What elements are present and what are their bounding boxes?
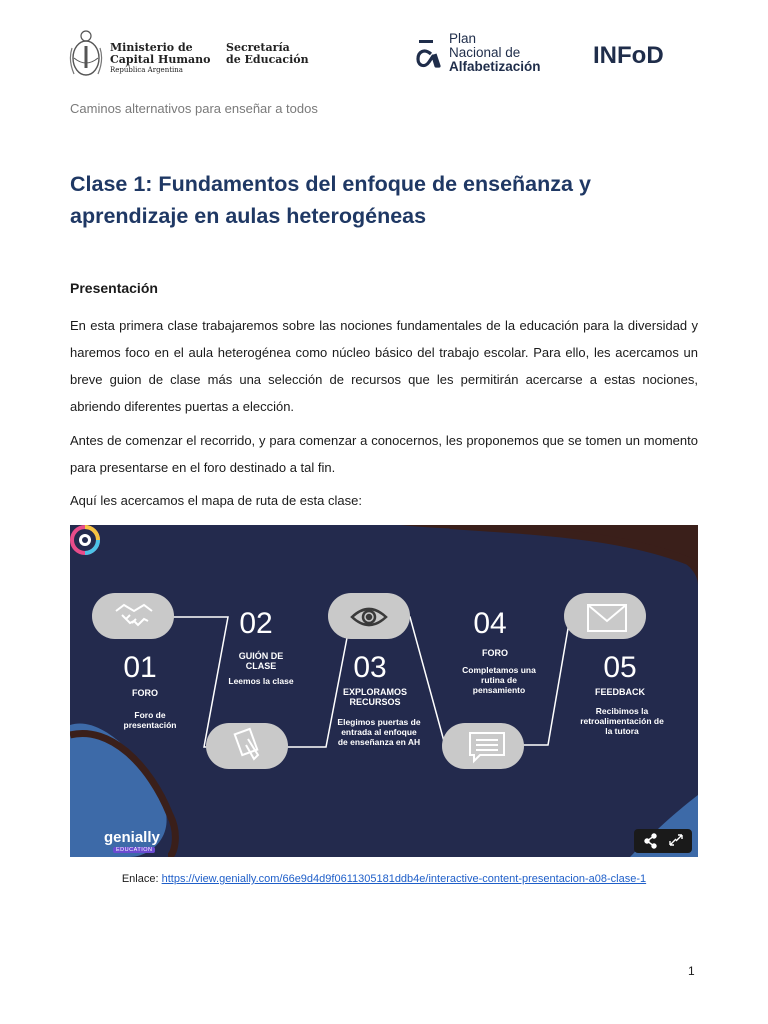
pill-step-5 — [564, 593, 646, 639]
step-2-desc: Leemos la clase — [228, 676, 294, 686]
genially-logo-icon — [70, 525, 100, 555]
step-5-label: FEEDBACK — [594, 687, 645, 697]
plan-line-2: Nacional de — [449, 45, 521, 60]
link-line — [0, 873, 768, 885]
infod-logo: INFoD — [593, 42, 664, 69]
ministry-line-1: Ministerio de — [110, 41, 193, 54]
secretaria-line-1: Secretaría — [226, 41, 290, 54]
roadmap-embed[interactable] — [70, 525, 698, 857]
alfabetizacion-alpha-icon — [416, 34, 442, 74]
step-2-label: GUIÓN DE CLASE — [238, 651, 284, 671]
step-3-label: EXPLORAMOS RECURSOS — [342, 687, 407, 707]
step-5-desc: Recibimos la retroalimentación de la tutora — [580, 706, 664, 736]
step-1-label: FORO — [132, 688, 158, 698]
argentina-coat-of-arms-icon — [68, 28, 104, 82]
section-heading: Presentación — [70, 280, 158, 296]
plan-line-1: Plan — [449, 31, 477, 46]
embed-controls — [634, 829, 692, 853]
plan-line-3: Alfabetización — [449, 59, 541, 74]
step-4-number: 04 — [473, 607, 507, 640]
link-label: Enlace: — [121, 873, 159, 885]
pill-step-1 — [92, 593, 174, 639]
paragraph-roadmap-intro: Aquí les acercamos el mapa de ruta de esta clase: — [70, 493, 362, 508]
genially-brand-sub: EDUCATION — [113, 847, 155, 853]
secretaria-logo-text — [226, 42, 309, 66]
step-1-number: 01 — [123, 651, 157, 684]
step-3-desc: Elegimos puertas de entrada al enfoque de enseñanza en AH — [337, 717, 421, 747]
step-5-number: 05 — [603, 651, 637, 684]
fullscreen-icon[interactable] — [670, 835, 682, 845]
ministry-logo-text — [110, 42, 210, 75]
plan-nacional-logo-text — [449, 32, 541, 74]
secretaria-line-2: de Educación — [226, 53, 309, 66]
page-number: 1 — [688, 964, 695, 978]
step-2-number: 02 — [239, 607, 273, 640]
ministry-line-3: República Argentina — [110, 66, 183, 74]
step-4-desc: Completamos una rutina de pensamiento — [462, 665, 536, 695]
paragraph-forum: Antes de comenzar el recorrido, y para comenzar a conocernos, les proponemos que se tomen un momento para presentarse en el foro destinado a tal fin. — [70, 433, 698, 475]
page-title: Clase 1: Fundamentos del enfoque de enseñanza y aprendizaje en aulas heterogéneas — [70, 172, 591, 228]
page-header — [68, 28, 688, 88]
ministry-line-2: Capital Humano — [110, 53, 211, 66]
paragraph-intro: En esta primera clase trabajaremos sobre las nociones fundamentales de la educación para la diversidad y haremos foco en el aula heterogénea como núcleo básico del trabajo escolar. Para ello, les acercamos un breve guion de clase más una selección de recursos que les permitirán acercarse a estas nociones, abriendo diferentes puertas a elección. — [70, 318, 698, 414]
step-1-desc: Foro de presentación — [123, 710, 177, 730]
step-4-label: FORO — [482, 648, 508, 658]
genially-link[interactable]: https://view.genially.com/66e9d4d9f0611305181ddb4e/interactive-content-presentacion-a08-clase-1 — [161, 873, 647, 885]
step-3-number: 03 — [353, 651, 387, 684]
share-icon[interactable] — [645, 834, 656, 848]
course-subtitle: Caminos alternativos para enseñar a todos — [70, 101, 318, 116]
genially-brand-name: genially — [104, 829, 160, 846]
